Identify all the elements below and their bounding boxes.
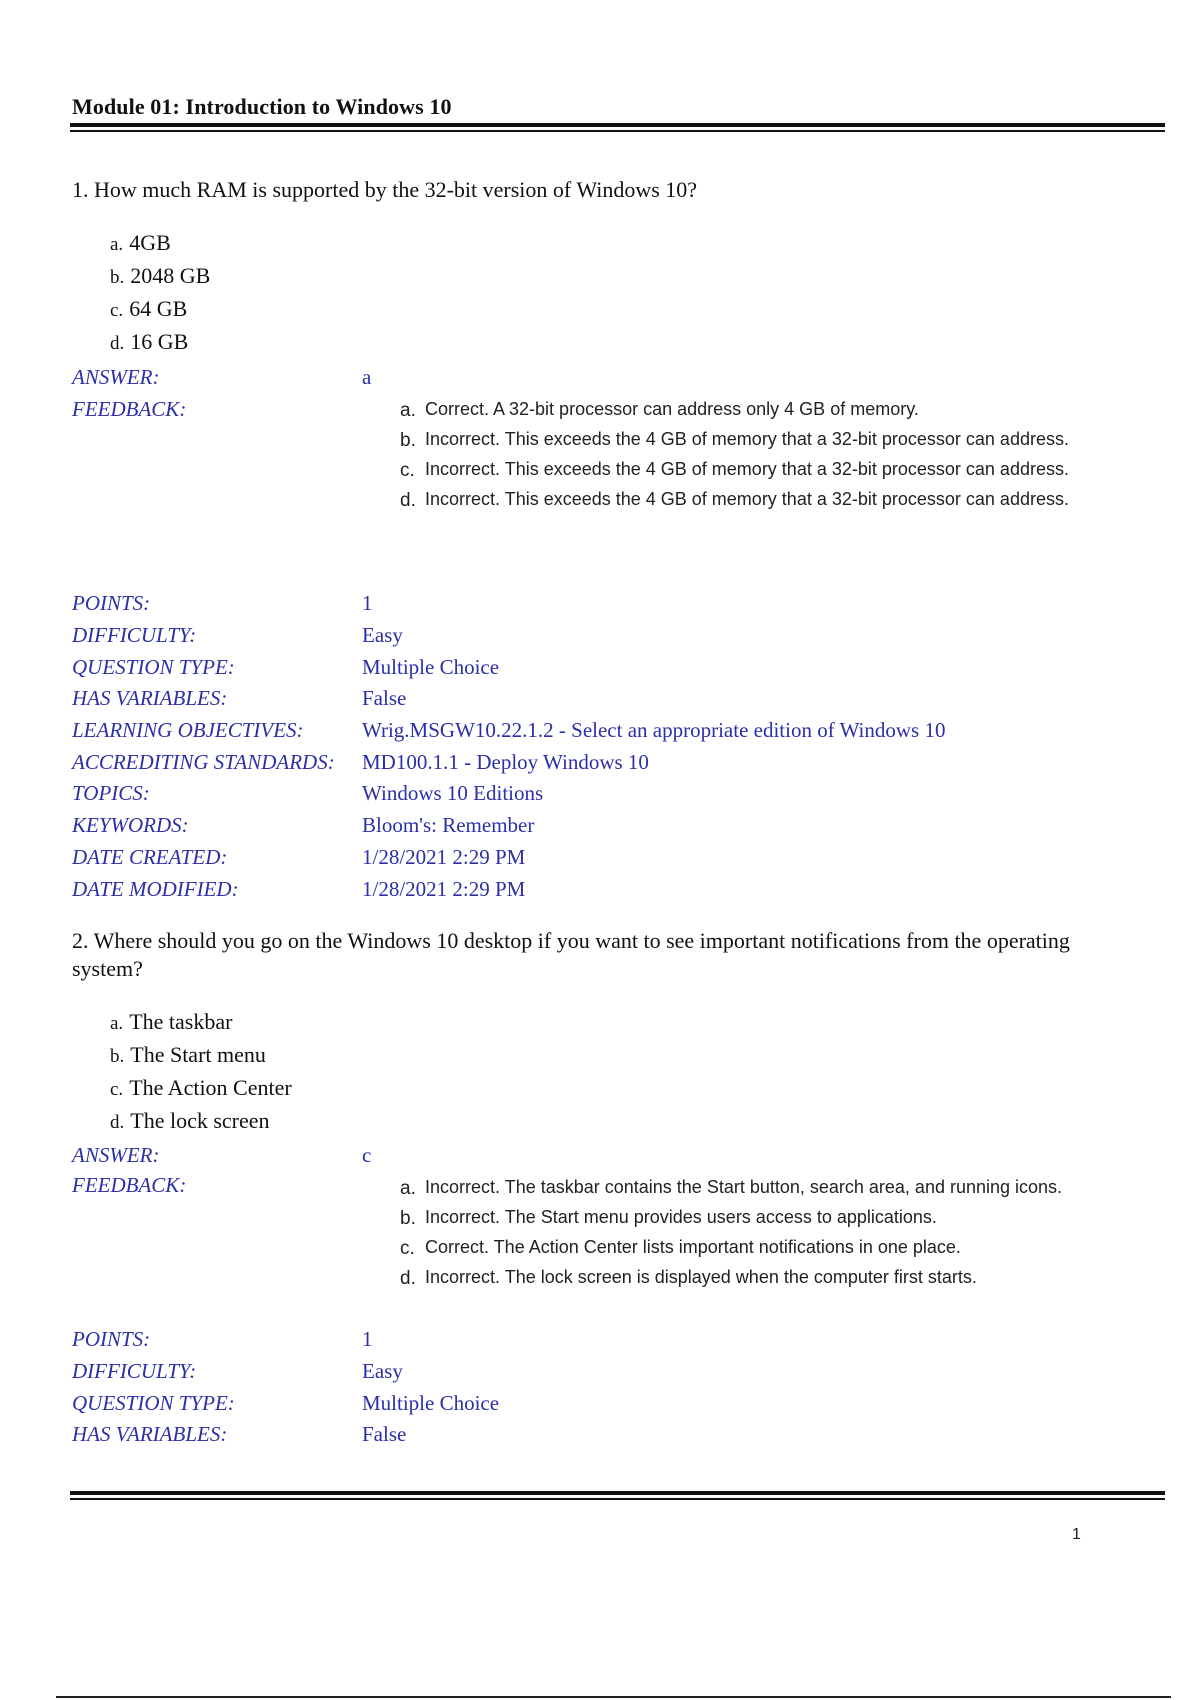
choice-item: d. The lock screen [110,1108,270,1133]
choice-item: c. The Action Center [110,1075,292,1100]
choice-item: a. 4GB [110,230,171,255]
difficulty-label: DIFFICULTY: [72,623,197,647]
answer-value: a [362,365,372,389]
feedback-item: d. Incorrect. The lock screen is displayed when the computer first starts. [400,1267,977,1289]
choice-item: b. The Start menu [110,1042,266,1067]
choice-item: a. The taskbar [110,1009,233,1034]
question-1-feedback [400,398,1080,518]
question-1-text: 1. How much RAM is supported by the 32-bit version of Windows 10? [72,177,698,202]
feedback-item: a. Incorrect. The taskbar contains the Start button, search area, and running icons. [400,1177,1063,1199]
has-variables-value: False [362,686,407,710]
date-created-label: DATE CREATED: [72,845,228,869]
footer-divider [70,1491,1165,1500]
points-label: POINTS: [72,1327,151,1351]
question-type-value: Multiple Choice [362,1391,500,1415]
choice-item: b. 2048 GB [110,263,211,288]
points-value: 1 [362,1327,373,1351]
question-type-value: Multiple Choice [362,655,500,679]
question-1-choices [110,226,210,358]
answer-label: ANSWER: [72,365,160,389]
keywords-label: KEYWORDS: [72,813,189,837]
feedback-item: b. Incorrect. This exceeds the 4 GB of memory that a 32-bit processor can address. [400,429,1069,451]
difficulty-value: Easy [362,623,403,647]
question-type-label: QUESTION TYPE: [72,1391,235,1415]
topics-label: TOPICS: [72,781,150,805]
header-divider [70,123,1165,132]
topics-value: Windows 10 Editions [362,781,544,805]
points-value: 1 [362,591,373,615]
date-modified-label: DATE MODIFIED: [72,877,239,901]
feedback-item: b. Incorrect. The Start menu provides users access to applications. [400,1207,937,1229]
date-created-value: 1/28/2021 2:29 PM [362,845,526,869]
page-number: 1 [1072,1526,1081,1543]
feedback-item: a. Correct. A 32-bit processor can address only 4 GB of memory. [400,399,919,421]
question-type-label: QUESTION TYPE: [72,655,235,679]
has-variables-label: HAS VARIABLES: [72,686,228,710]
learning-objectives-value: Wrig.MSGW10.22.1.2 - Select an appropriate edition of Windows 10 [362,718,946,742]
question-2-text: 2. Where should you go on the Windows 10 desktop if you want to see important notifications from the operating system? [72,928,1070,981]
question-2-choices [110,1005,292,1137]
accrediting-standards-label: ACCREDITING STANDARDS: [72,750,335,774]
feedback-label: FEEDBACK: [72,1173,187,1197]
has-variables-value: False [362,1422,407,1446]
feedback-item: c. Correct. The Action Center lists important notifications in one place. [400,1237,961,1259]
difficulty-label: DIFFICULTY: [72,1359,197,1383]
module-title: Module 01: Introduction to Windows 10 [72,94,452,119]
date-modified-value: 1/28/2021 2:29 PM [362,877,526,901]
feedback-item: d. Incorrect. This exceeds the 4 GB of memory that a 32-bit processor can address. [400,489,1069,511]
keywords-value: Bloom's: Remember [362,813,535,837]
answer-label: ANSWER: [72,1143,160,1167]
feedback-label: FEEDBACK: [72,397,187,421]
choice-item: c. 64 GB [110,296,188,321]
choice-item: d. 16 GB [110,329,189,354]
learning-objectives-label: LEARNING OBJECTIVES: [72,718,304,742]
answer-value: c [362,1143,372,1167]
page-edge-line [56,1696,1171,1698]
points-label: POINTS: [72,591,151,615]
accrediting-standards-value: MD100.1.1 - Deploy Windows 10 [362,750,649,774]
feedback-item: c. Incorrect. This exceeds the 4 GB of memory that a 32-bit processor can address. [400,459,1069,481]
has-variables-label: HAS VARIABLES: [72,1422,228,1446]
question-2-feedback [400,1176,1080,1296]
difficulty-value: Easy [362,1359,403,1383]
